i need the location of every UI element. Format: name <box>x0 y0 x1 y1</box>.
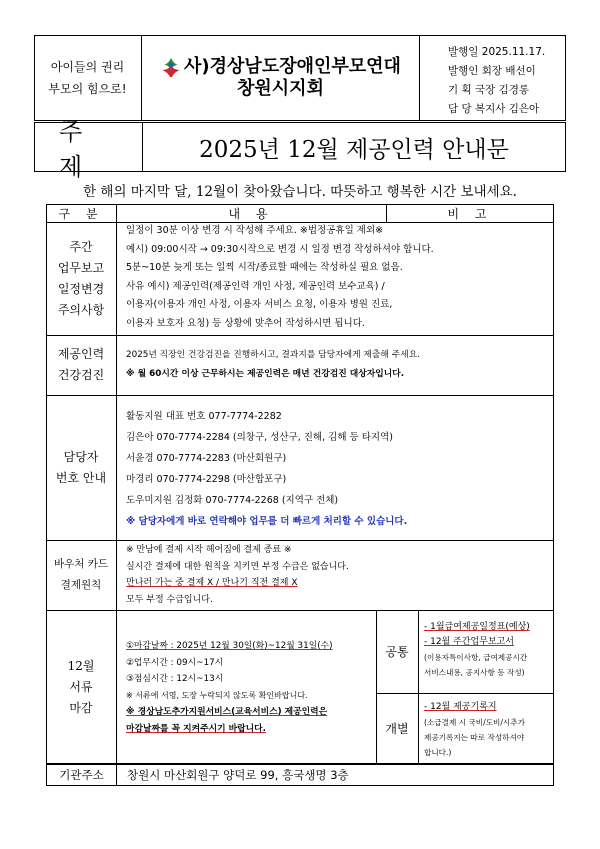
col-header-category: 구 분 <box>58 206 104 221</box>
voucher-line: 모두 부정 수급입니다. <box>126 594 213 605</box>
weekly-line: 일정이 30분 이상 변경 시 작성해 주세요. ※법정공휴일 제외※ <box>126 225 384 236</box>
slogan-line1: 아이들의 권리 <box>50 60 125 74</box>
deadline-hours: ②업무시간 : 09시~17시 <box>126 657 224 668</box>
contact-item: 김은아 070-7774-2284 (의창구, 성산구, 진해, 김해 등 타지역) <box>126 432 393 443</box>
table-header <box>46 204 554 223</box>
section-content-health <box>126 346 420 383</box>
slogan <box>34 35 142 121</box>
title-label: 주 제 <box>35 123 143 171</box>
org-name: 사)경상남도장애인부모연대 <box>184 56 401 77</box>
deadline-date: ①마감날짜 : 2025년 12월 30일(화)~12월 31일(수) <box>126 641 333 651</box>
col-header-note: 비 고 <box>447 206 493 221</box>
weekly-line: 예시) 09:00시작 → 09:30시작으로 변경 시 일정 변경 작성하셔야 합니다. <box>126 243 434 255</box>
individual-item: - 12월 제공기록지 <box>424 702 497 712</box>
section-content-voucher <box>126 542 349 608</box>
section-content-contacts <box>126 406 407 532</box>
section-label-health: 제공인력 건강검진 <box>57 347 105 382</box>
address-text: 창원시 마산회원구 양덕로 99, 흥국생명 3층 <box>127 768 349 782</box>
contact-item: 도우미지원 김정화 070-7774-2268 (지역구 전체) <box>126 495 339 506</box>
section-label-contacts: 담당자 번호 안내 <box>55 449 107 485</box>
section-label-deadline: 12월 서류 마감 <box>67 658 95 715</box>
weekly-line: 이용자(이용자 개인 사정, 이용자 서비스 요청, 이용자 병원 진료, <box>126 299 393 310</box>
section-label-weekly: 주간 업무보고 일정변경 주의사항 <box>57 240 105 317</box>
greeting: 한 해의 마지막 달, 12월이 찾아왔습니다. 따뜻하고 행복한 시간 보내세요. <box>83 184 517 200</box>
common-item-note: 서비스내용, 공지사항 등 작성) <box>424 668 525 677</box>
planner: 기 획 국장 김경롱 <box>448 84 530 96</box>
common-items <box>424 620 530 680</box>
individual-item-note: 제공기록지는 따로 작성하셔야 <box>424 733 525 742</box>
individual-label: 개별 <box>385 722 409 736</box>
address-row <box>46 764 554 786</box>
organization <box>142 35 420 121</box>
deadline-lunch: ③점심시간 : 12시~13시 <box>126 674 224 684</box>
common-item: - 12월 주간업무보고서 <box>424 637 514 647</box>
common-item-note: (이용자특이사항, 급여제공시간 <box>424 653 528 662</box>
issue-date: 발행일 2025.11.17. <box>448 46 546 58</box>
voucher-line: 만나러 가는 중 결제 X / 만나기 직전 결제 X <box>126 578 298 588</box>
weekly-line: 5분~10분 늦게 또는 일찍 시작/종료할 때에는 작성하실 필요 없음. <box>126 262 403 273</box>
page-title: 2025년 12월 제공인력 안내문 <box>199 136 509 163</box>
section-content-deadline <box>126 638 333 737</box>
section-label-voucher: 바우처 카드 결제원칙 <box>53 558 109 591</box>
section-content-weekly <box>126 222 434 333</box>
individual-items <box>424 700 525 760</box>
organization-logo-icon <box>160 56 182 78</box>
health-line: 2025년 직장인 건강검진을 진행하시고, 결과지를 담당자에게 제출해 주세요. <box>126 350 420 360</box>
address-label: 기관주소 <box>47 765 117 785</box>
deadline-note: ※ 서류에 서명, 도장 누락되지 않도록 확인바랍니다. <box>126 690 308 700</box>
weekly-line: 사유 예시) 제공인력(제공인력 개인 사정, 제공인력 보수교육) / <box>126 280 385 292</box>
contact-main: 활동지원 대표 번호 077-7774-2282 <box>126 411 282 422</box>
voucher-line: ※ 만남에 결제 시작 헤어짐에 결제 종료 ※ <box>126 545 292 555</box>
voucher-line: 실시간 결제에 대한 원칙을 지키면 부정 수급은 없습니다. <box>126 561 349 572</box>
weekly-line: 이용자 보호자 요청) 등 상황에 맞추어 작성하시면 됩니다. <box>126 317 365 329</box>
common-label: 공통 <box>385 645 409 659</box>
slogan-line2: 부모의 힘으로! <box>48 82 127 96</box>
manager: 담 당 복지사 김은아 <box>448 103 540 115</box>
col-header-content: 내 용 <box>228 206 274 221</box>
individual-item-note: 합니다.) <box>424 748 452 757</box>
contact-note: ※ 담당자에게 바로 연락해야 업무를 더 빠르게 처리할 수 있습니다. <box>126 516 408 527</box>
individual-item-note: (소급결제 시 국비/도비/시추가 <box>424 718 525 727</box>
common-item: - 1월급여제공일정표(예상) <box>424 622 530 632</box>
publisher: 발행인 회장 배선이 <box>448 65 536 77</box>
title-row <box>34 118 566 181</box>
health-note: ※ 월 60시간 이상 근무하시는 제공인력은 매년 건강검진 대상자입니다. <box>126 368 405 379</box>
contact-item: 서윤경 070-7774-2283 (마산회원구) <box>126 453 287 464</box>
deadline-warning: ※ 경상남도추가지원서비스(교육서비스) 제공인력은 <box>126 707 328 717</box>
org-branch: 창원시지회 <box>237 78 324 99</box>
publication-meta <box>420 35 566 121</box>
contact-item: 마경리 070-7774-2298 (마산합포구) <box>126 474 287 485</box>
deadline-warning: 마감날짜를 꼭 지켜주시기 바랍니다. <box>126 723 266 734</box>
